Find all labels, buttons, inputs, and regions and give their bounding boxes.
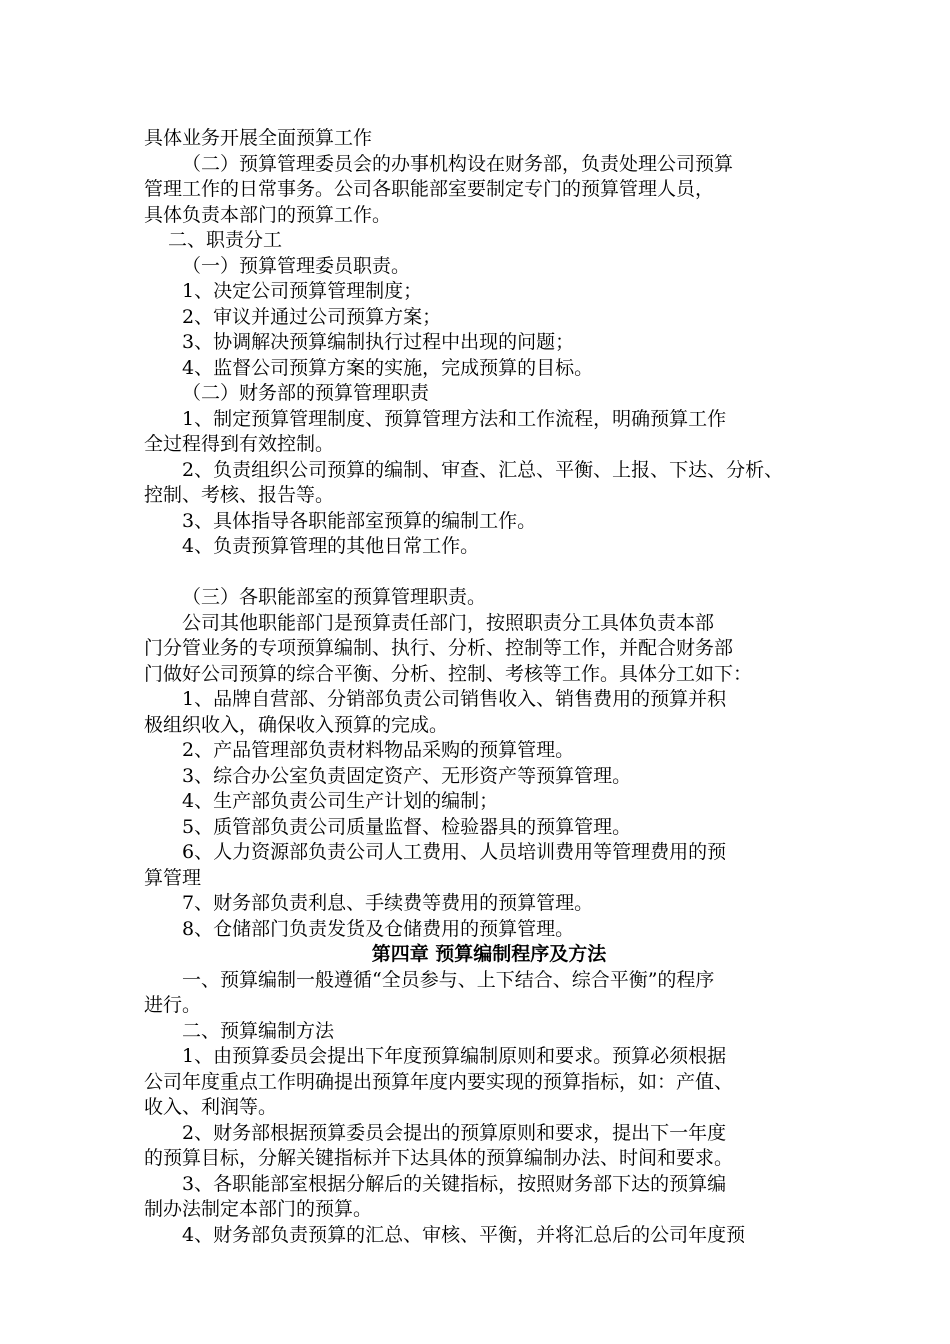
text-line: 7、财务部负责利息、手续费等费用的预算管理。 [182,892,594,914]
text-line: 4、负责预算管理的其他日常工作。 [182,535,480,557]
text-line: 二、职责分工 [168,229,283,251]
text-line: 算管理 [144,866,202,889]
text-line: （三）各职能部室的预算管理职责。 [182,586,487,608]
text-line: （一）预算管理委员职责。 [182,254,411,277]
text-line: 极组织收入，确保收入预算的完成。 [144,713,449,736]
text-line: 4、生产部负责公司生产计划的编制； [182,790,499,812]
text-line: 1、制定预算管理制度、预算管理方法和工作流程，明确预算工作 [182,407,727,430]
text-line: 1、由预算委员会提出下年度预算编制原则和要求。预算必须根据 [182,1045,727,1067]
text-line: 3、协调解决预算编制执行过程中出现的问题； [182,331,575,353]
text-line: 制办法制定本部门的预算。 [144,1198,373,1220]
text-line: 3、综合办公室负责固定资产、无形资产等预算管理。 [182,764,632,787]
text-line: 3、各职能部室根据分解后的关键指标，按照财务部下达的预算编 [182,1172,727,1195]
text-line: 公司其他职能部门是预算责任部门，按照职责分工具体负责本部 [182,611,715,634]
text-line: 1、决定公司预算管理制度； [182,280,423,302]
text-line: 1、品牌自营部、分销部负责公司销售收入、销售费用的预算并积 [182,688,727,710]
text-line: 4、财务部负责预算的汇总、审核、平衡，并将汇总后的公司年度预 [182,1223,746,1246]
text-line: 具体负责本部门的预算工作。 [144,203,392,226]
text-line: 2、审议并通过公司预算方案； [182,305,442,328]
text-line: 二、预算编制方法 [182,1019,335,1042]
text-line: 门做好公司预算的综合平衡、分析、控制、考核等工作。具体分工如下： [144,662,753,685]
text-line: 5、质管部负责公司质量监督、检验器具的预算管理。 [182,815,632,838]
text-line: 4、监督公司预算方案的实施，完成预算的目标。 [182,356,594,379]
chapter-heading: 第四章 预算编制程序及方法 [371,943,607,965]
text-line: （二）预算管理委员会的办事机构设在财务部，负责处理公司预算 [182,152,734,175]
text-line: 收入、利润等。 [144,1096,278,1118]
text-line: （二）财务部的预算管理职责 [182,382,430,404]
text-line: 的预算目标，分解关键指标并下达具体的预算编制办法、时间和要求。 [144,1147,734,1169]
text-line: 2、负责组织公司预算的编制、审查、汇总、平衡、上报、下达、分析、 [182,458,784,481]
text-line: 2、财务部根据预算委员会提出的预算原则和要求，提出下一年度 [182,1121,727,1144]
text-line: 进行。 [144,994,202,1016]
blank-line [144,560,834,586]
text-line: 全过程得到有效控制。 [144,433,335,455]
text-line: 一、预算编制一般遵循“全员参与、上下结合、综合平衡”的程序 [182,968,715,991]
text-line: 6、人力资源部负责公司人工费用、人员培训费用等管理费用的预 [182,841,727,863]
text-line: 8、仓储部门负责发货及仓储费用的预算管理。 [182,917,575,940]
text-line: 具体业务开展全面预算工作 [144,127,373,149]
text-line: 公司年度重点工作明确提出预算年度内要实现的预算指标，如：产值、 [144,1070,734,1093]
text-line: 控制、考核、报告等。 [144,484,335,506]
text-line: 3、具体指导各职能部室预算的编制工作。 [182,509,537,532]
text-line: 门分管业务的专项预算编制、执行、分析、控制等工作，并配合财务部 [144,637,734,659]
text-line: 管理工作的日常事务。公司各职能部室要制定专门的预算管理人员， [144,178,715,200]
document-page [144,126,834,1248]
text-line: 2、产品管理部负责材料物品采购的预算管理。 [182,739,575,761]
